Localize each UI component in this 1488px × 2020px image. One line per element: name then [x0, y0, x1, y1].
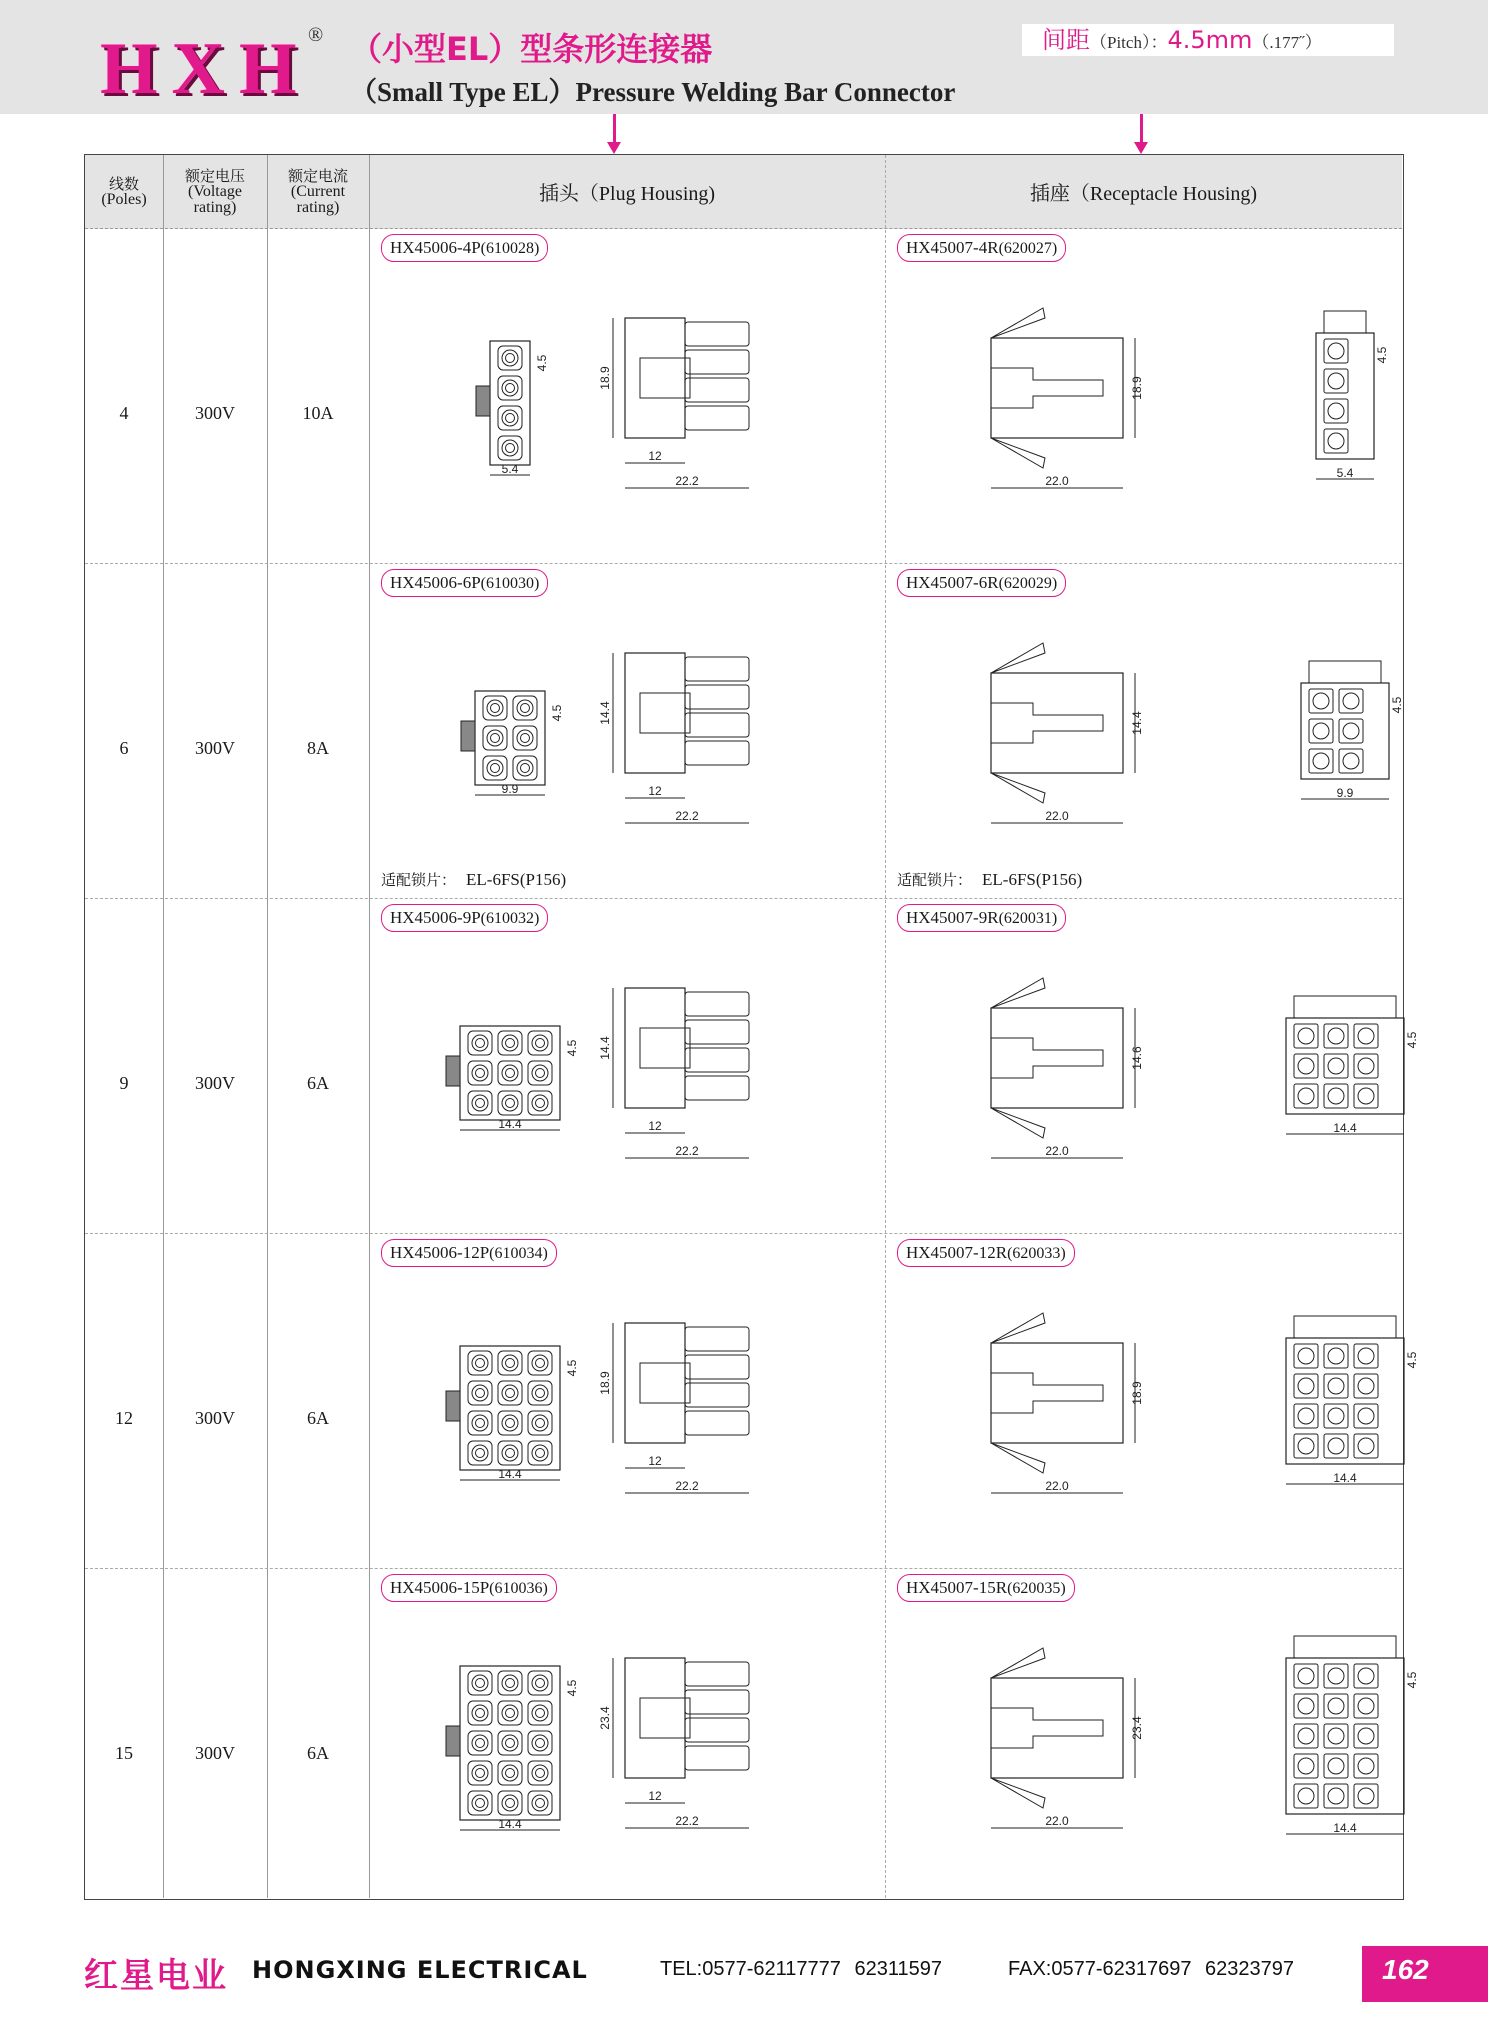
- col-plug: 插头（Plug Housing): [538, 183, 716, 205]
- plug-part-label: [381, 234, 548, 262]
- part-number: HX45007-9R: [906, 908, 999, 927]
- cell-current: 8A: [307, 738, 329, 758]
- col-receptacle: 插座（Receptacle Housing): [1029, 183, 1258, 205]
- cell-current: 6A: [307, 1408, 329, 1428]
- part-code: (610034): [489, 1245, 548, 1262]
- dim-width: 14.4: [498, 1117, 522, 1131]
- dim-plug-length: 22.2: [675, 809, 699, 823]
- col-current: 额定电流 (Current rating): [287, 166, 348, 216]
- dim-width: 14.4: [498, 1467, 522, 1481]
- plug-part-label: [381, 569, 548, 597]
- row-divider: [85, 1233, 1402, 1234]
- cell-poles: 6: [119, 738, 129, 758]
- dim-rec-pitch: 4.5: [1405, 1671, 1419, 1689]
- cell-current: 6A: [307, 1073, 329, 1093]
- row-divider: [85, 563, 1402, 564]
- dim-rec-pitch: 4.5: [1405, 1351, 1419, 1369]
- dim-plug-length: 22.2: [675, 474, 699, 488]
- spec-table: [84, 154, 1419, 1900]
- footer-tel: TEL:0577-62117777 62311597: [660, 1958, 942, 1980]
- dim-width: 9.9: [501, 782, 519, 796]
- part-code: (620031): [998, 910, 1058, 927]
- dim-height: 18.9: [598, 1371, 612, 1395]
- part-number: HX45006-12P: [390, 1243, 490, 1262]
- brand-logo: HXH: [100, 28, 311, 110]
- divider: [885, 155, 886, 1898]
- dim-pitch: 4.5: [550, 704, 564, 722]
- row-divider: [85, 898, 1402, 899]
- dim-rec-height: 14.4: [1130, 711, 1144, 735]
- part-code: (620029): [998, 575, 1058, 592]
- dim-height: 14.4: [598, 701, 612, 725]
- col-poles: 线数 (Poles): [101, 174, 147, 208]
- fitting-note: [381, 869, 566, 890]
- fitting-label: 适配锁片：: [381, 871, 457, 889]
- fitting-label: 适配锁片：: [897, 871, 973, 889]
- receptacle-side-drawing: [973, 623, 1153, 843]
- cell-poles: 9: [119, 1073, 129, 1093]
- part-number: HX45007-15R: [906, 1578, 1008, 1597]
- dim-rec-length: 22.0: [1045, 1144, 1069, 1158]
- fitting-value: EL-6FS(P156): [982, 870, 1083, 889]
- part-code: (610028): [480, 240, 540, 257]
- cell-voltage: 300V: [195, 1073, 235, 1093]
- part-number: HX45006-4P: [390, 238, 481, 257]
- part-number: HX45006-6P: [390, 573, 481, 592]
- dim-pitch: 4.5: [535, 354, 549, 372]
- part-code: (610036): [489, 1580, 548, 1597]
- part-number: HX45007-4R: [906, 238, 999, 257]
- cell-poles: 15: [115, 1743, 133, 1763]
- pitch-label-cn: 间距: [1042, 26, 1090, 54]
- part-number: HX45006-15P: [390, 1578, 490, 1597]
- col-voltage: 额定电压 (Voltage rating): [184, 166, 245, 216]
- dim-height: 23.4: [598, 1706, 612, 1730]
- part-code: (620033): [1007, 1245, 1066, 1262]
- cell-poles: 4: [119, 403, 129, 423]
- cell-poles: 12: [115, 1408, 133, 1428]
- cell-voltage: 300V: [195, 403, 235, 423]
- part-number: HX45007-6R: [906, 573, 999, 592]
- footer-company-en: HONGXING ELECTRICAL: [252, 1956, 588, 1984]
- plug-side-drawing: [595, 1628, 775, 1848]
- dim-rec-width: 14.4: [1333, 1821, 1357, 1835]
- dim-height: 14.4: [598, 1036, 612, 1060]
- cell-voltage: 300V: [195, 738, 235, 758]
- pitch-value: 4.5mm: [1167, 26, 1253, 54]
- plug-side-drawing: [595, 1293, 775, 1513]
- dim-rec-pitch: 4.5: [1375, 346, 1389, 364]
- registered-mark: ®: [308, 24, 324, 46]
- dim-rec-height: 18.9: [1130, 1381, 1144, 1405]
- fitting-note: [897, 869, 1082, 890]
- plug-side-drawing: [595, 288, 775, 508]
- dim-plug-length: 22.2: [675, 1144, 699, 1158]
- divider: [369, 155, 370, 1898]
- receptacle-front-drawing: [1280, 1628, 1440, 1888]
- dim-rec-pitch: 4.5: [1390, 696, 1404, 714]
- receptacle-part-label: [897, 1239, 1075, 1267]
- dim-pitch: 4.5: [565, 1039, 579, 1057]
- dim-12: 12: [648, 784, 662, 798]
- dim-rec-height: 23.4: [1130, 1716, 1144, 1740]
- dim-rec-length: 22.0: [1045, 809, 1069, 823]
- dim-rec-length: 22.0: [1045, 1479, 1069, 1493]
- receptacle-front-drawing: [1280, 1308, 1440, 1538]
- receptacle-part-label: [897, 569, 1066, 597]
- dim-rec-height: 18.9: [1130, 376, 1144, 400]
- footer-fax: FAX:0577-62317697 62323797: [1008, 1958, 1295, 1980]
- part-code: (620027): [998, 240, 1058, 257]
- receptacle-side-drawing: [973, 1628, 1153, 1848]
- part-code: (610032): [480, 910, 540, 927]
- footer-company-cn: 红星电业: [84, 1956, 228, 1996]
- receptacle-part-label: [897, 234, 1066, 262]
- cell-current: 6A: [307, 1743, 329, 1763]
- part-code: (610030): [480, 575, 540, 592]
- receptacle-side-drawing: [973, 288, 1153, 508]
- dim-rec-width: 9.9: [1336, 786, 1354, 800]
- plug-part-label: [381, 1239, 557, 1267]
- dim-height: 18.9: [598, 366, 612, 390]
- pitch-label-en: （Pitch）：: [1090, 33, 1168, 52]
- receptacle-front-drawing: [1280, 988, 1440, 1188]
- cell-current: 10A: [302, 403, 334, 423]
- cell-voltage: 300V: [195, 1743, 235, 1763]
- receptacle-front-drawing: [1310, 303, 1410, 533]
- receptacle-front-drawing: [1295, 653, 1425, 853]
- title-chinese: （小型EL）型条形连接器: [350, 30, 713, 68]
- dim-rec-pitch: 4.5: [1405, 1031, 1419, 1049]
- dim-12: 12: [648, 1454, 662, 1468]
- dim-plug-length: 22.2: [675, 1479, 699, 1493]
- dim-rec-length: 22.0: [1045, 474, 1069, 488]
- title-english: （Small Type EL）Pressure Welding Bar Connector: [350, 77, 956, 107]
- dim-plug-length: 22.2: [675, 1814, 699, 1828]
- page-header: [0, 0, 1488, 114]
- pitch-inch: （.177˝）: [1252, 33, 1322, 52]
- plug-side-drawing: [595, 623, 775, 843]
- plug-front-drawing: [455, 683, 615, 843]
- dim-width: 14.4: [498, 1817, 522, 1831]
- dim-width: 5.4: [501, 462, 519, 476]
- plug-part-label: [381, 904, 548, 932]
- fitting-value: EL-6FS(P156): [466, 870, 567, 889]
- dim-pitch: 4.5: [565, 1679, 579, 1697]
- part-code: (620035): [1007, 1580, 1066, 1597]
- dim-rec-width: 14.4: [1333, 1121, 1357, 1135]
- plug-part-label: [381, 1574, 557, 1602]
- part-number: HX45007-12R: [906, 1243, 1008, 1262]
- plug-side-drawing: [595, 958, 775, 1178]
- dim-12: 12: [648, 1119, 662, 1133]
- dim-rec-width: 14.4: [1333, 1471, 1357, 1485]
- part-number: HX45006-9P: [390, 908, 481, 927]
- cell-voltage: 300V: [195, 1408, 235, 1428]
- page-number: 162: [1382, 1954, 1429, 1985]
- table-header: [85, 155, 1402, 229]
- dim-12: 12: [648, 449, 662, 463]
- pitch-box: [1022, 24, 1394, 56]
- dim-rec-length: 22.0: [1045, 1814, 1069, 1828]
- dim-rec-width: 5.4: [1336, 466, 1354, 480]
- receptacle-side-drawing: [973, 1293, 1153, 1513]
- row-divider: [85, 1568, 1402, 1569]
- receptacle-side-drawing: [973, 958, 1153, 1178]
- plug-front-drawing: [470, 333, 600, 523]
- dim-pitch: 4.5: [565, 1359, 579, 1377]
- receptacle-part-label: [897, 1574, 1075, 1602]
- dim-rec-height: 14.6: [1130, 1046, 1144, 1070]
- receptacle-part-label: [897, 904, 1066, 932]
- dim-12: 12: [648, 1789, 662, 1803]
